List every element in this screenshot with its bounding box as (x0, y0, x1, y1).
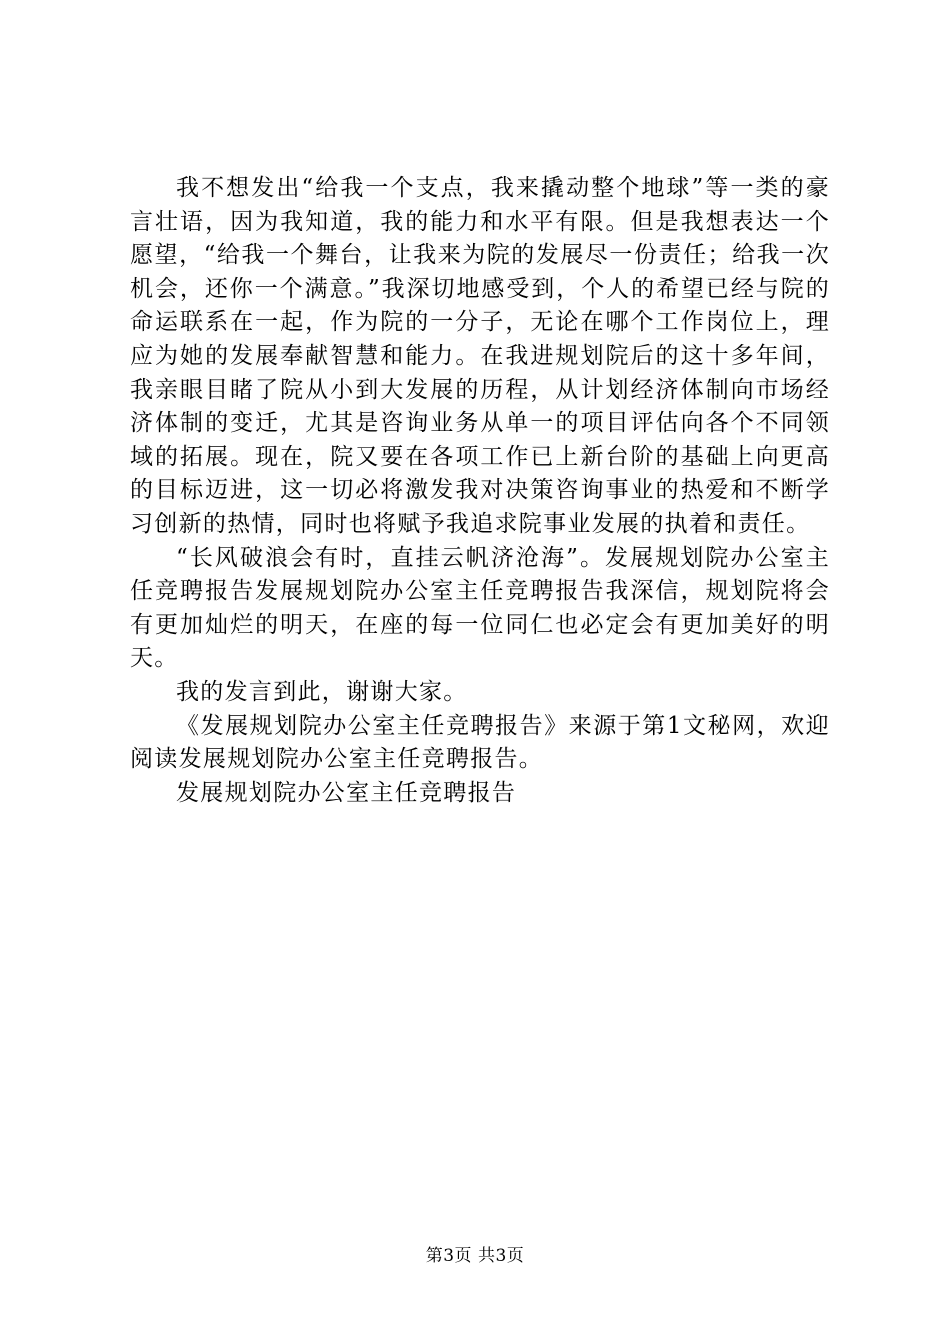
paragraph-5: 发展规划院办公室主任竞聘报告 (176, 779, 517, 806)
paragraph-1: 我不想发出“给我一个支点，我来撬动整个地球”等一类的豪言壮语，因为我知道，我的能力和水平有限。但是我想表达一个愿望，“给我一个舞台，让我来为院的发展尽一份责任；给我一次机会，还你一个满意。”我深切地感受到，个人的希望已经与院的命运联系在一起，作为院的一分子，无论在哪个工作岗位上，理应为她的发展奉献智慧和能力。在我进规划院后的这十多年间，我亲眼目睹了院从小到大发展的历程，从计划经济体制向市场经济体制的变迁，尤其是咨询业务从单一的项目评估向各个不同领域的拓展。现在，院又要在各项工作已上新台阶的基础上向更高的目标迈进，这一切必将激发我对决策咨询事业的热爱和不断学习创新的热情，同时也将赋予我追求院事业发展的执着和责任。 (130, 175, 830, 537)
page-footer (0, 1244, 950, 1268)
paragraph-3: 我的发言到此，谢谢大家。 (176, 678, 468, 705)
page-indicator: 第3页 共3页 (425, 1246, 525, 1266)
paragraph-2: “长风破浪会有时，直挂云帆济沧海”。发展规划院办公室主任竞聘报告发展规划院办公室主任竞聘报告我深信，规划院将会有更加灿烂的明天，在座的每一位同仁也必定会有更加美好的明天。 (130, 544, 830, 672)
paragraph-4: 《发展规划院办公室主任竞聘报告》来源于第1文秘网，欢迎阅读发展规划院办公室主任竞聘报告。 (130, 712, 830, 773)
document-body (130, 172, 830, 810)
